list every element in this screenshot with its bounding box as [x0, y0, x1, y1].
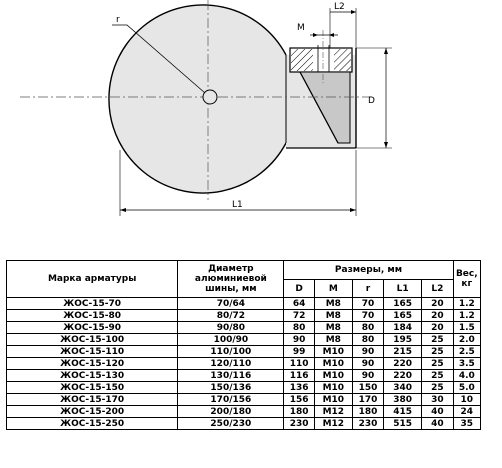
table-cell: 25 [422, 370, 454, 382]
table-cell: 72 [284, 310, 314, 322]
table-cell: ЖОС-15-130 [7, 370, 178, 382]
table-row [7, 298, 481, 310]
table-cell: 35 [453, 418, 480, 430]
table-cell: 250/230 [178, 418, 284, 430]
table-row [7, 346, 481, 358]
table-cell: M10 [314, 394, 352, 406]
table-cell: 64 [284, 298, 314, 310]
table-cell: M12 [314, 418, 352, 430]
header-mark: Марка арматуры [7, 261, 178, 298]
table-cell: 200/180 [178, 406, 284, 418]
table-cell: ЖОС-15-70 [7, 298, 178, 310]
table-cell: 150 [352, 382, 384, 394]
label-d: D [368, 96, 375, 106]
table-cell: M12 [314, 406, 352, 418]
table-cell: M8 [314, 298, 352, 310]
hatch-left [291, 49, 313, 71]
table-cell: 340 [384, 382, 422, 394]
header-diameter: Диаметр алюминиевой шины, мм [178, 261, 284, 298]
table-cell: 380 [384, 394, 422, 406]
table-cell: 215 [384, 346, 422, 358]
table-cell: M10 [314, 358, 352, 370]
table-cell: M10 [314, 382, 352, 394]
table-cell: 20 [422, 298, 454, 310]
table-cell: 136 [284, 382, 314, 394]
table-cell: 1.2 [453, 298, 480, 310]
table-cell: 415 [384, 406, 422, 418]
table-cell: 40 [422, 418, 454, 430]
table-cell: 120/110 [178, 358, 284, 370]
table-cell: 10 [453, 394, 480, 406]
label-r: r [116, 15, 120, 25]
header-weight: Вес, кг [453, 261, 480, 298]
table-cell: 195 [384, 334, 422, 346]
table-cell: 70 [352, 298, 384, 310]
table-cell: 80 [284, 322, 314, 334]
header-r: r [352, 280, 384, 298]
table-cell: 156 [284, 394, 314, 406]
table-cell: 230 [352, 418, 384, 430]
hatch-right [334, 49, 351, 71]
table-cell: 25 [422, 382, 454, 394]
label-l2: L2 [334, 2, 345, 12]
table-cell: 80 [352, 334, 384, 346]
sphere-outline [109, 5, 286, 193]
table-cell: 90 [352, 346, 384, 358]
table-row [7, 310, 481, 322]
table-cell: ЖОС-15-170 [7, 394, 178, 406]
table-cell: 165 [384, 310, 422, 322]
table-cell: M8 [314, 334, 352, 346]
thread-hole [315, 49, 332, 71]
table-row [7, 382, 481, 394]
table-cell: 2.0 [453, 334, 480, 346]
table-cell: M10 [314, 346, 352, 358]
table-row [7, 418, 481, 430]
table-cell: 220 [384, 370, 422, 382]
table-cell: 230 [284, 418, 314, 430]
table-cell: 116 [284, 370, 314, 382]
table-row [7, 394, 481, 406]
table-cell: 99 [284, 346, 314, 358]
table-cell: M10 [314, 370, 352, 382]
table-cell: 70 [352, 310, 384, 322]
table-cell: 90 [284, 334, 314, 346]
table-cell: ЖОС-15-100 [7, 334, 178, 346]
table-cell: 3.5 [453, 358, 480, 370]
table-cell: ЖОС-15-120 [7, 358, 178, 370]
label-l1: L1 [232, 200, 243, 210]
table-cell: 180 [284, 406, 314, 418]
center-hole [203, 90, 217, 104]
table-body [7, 298, 481, 430]
header-l2: L2 [422, 280, 454, 298]
table-row [7, 370, 481, 382]
table-cell: 90 [352, 358, 384, 370]
table-cell: 90 [352, 370, 384, 382]
table-cell: ЖОС-15-200 [7, 406, 178, 418]
table-row [7, 358, 481, 370]
table-cell: 1.5 [453, 322, 480, 334]
table-cell: 515 [384, 418, 422, 430]
table-cell: 90/80 [178, 322, 284, 334]
table-cell: 25 [422, 334, 454, 346]
table-cell: 110 [284, 358, 314, 370]
header-m: M [314, 280, 352, 298]
table-cell: 170 [352, 394, 384, 406]
table-cell: 25 [422, 346, 454, 358]
table-cell: ЖОС-15-80 [7, 310, 178, 322]
table-cell: 20 [422, 310, 454, 322]
table-cell: 100/90 [178, 334, 284, 346]
header-d: D [284, 280, 314, 298]
table-row [7, 322, 481, 334]
table-cell: 24 [453, 406, 480, 418]
table-cell: 1.2 [453, 310, 480, 322]
table-cell: 165 [384, 298, 422, 310]
table-cell: ЖОС-15-110 [7, 346, 178, 358]
table-cell: 2.5 [453, 346, 480, 358]
table-cell: 220 [384, 358, 422, 370]
table-cell: 20 [422, 322, 454, 334]
table-cell: 40 [422, 406, 454, 418]
table-cell: 30 [422, 394, 454, 406]
table-cell: ЖОС-15-250 [7, 418, 178, 430]
table-cell: 70/64 [178, 298, 284, 310]
spec-table [6, 260, 481, 430]
header-l1: L1 [384, 280, 422, 298]
table-cell: 180 [352, 406, 384, 418]
table-cell: 4.0 [453, 370, 480, 382]
table-cell: ЖОС-15-150 [7, 382, 178, 394]
table-cell: 184 [384, 322, 422, 334]
header-sizes: Размеры, мм [284, 261, 453, 280]
table-cell: M8 [314, 322, 352, 334]
table-cell: ЖОС-15-90 [7, 322, 178, 334]
table-row [7, 406, 481, 418]
table-cell: M8 [314, 310, 352, 322]
table-cell: 150/136 [178, 382, 284, 394]
table-cell: 170/156 [178, 394, 284, 406]
table-cell: 5.0 [453, 382, 480, 394]
table-cell: 80/72 [178, 310, 284, 322]
table-cell: 110/100 [178, 346, 284, 358]
table-cell: 130/116 [178, 370, 284, 382]
label-m: M [297, 23, 305, 33]
table-cell: 80 [352, 322, 384, 334]
table-cell: 25 [422, 358, 454, 370]
table-row [7, 334, 481, 346]
